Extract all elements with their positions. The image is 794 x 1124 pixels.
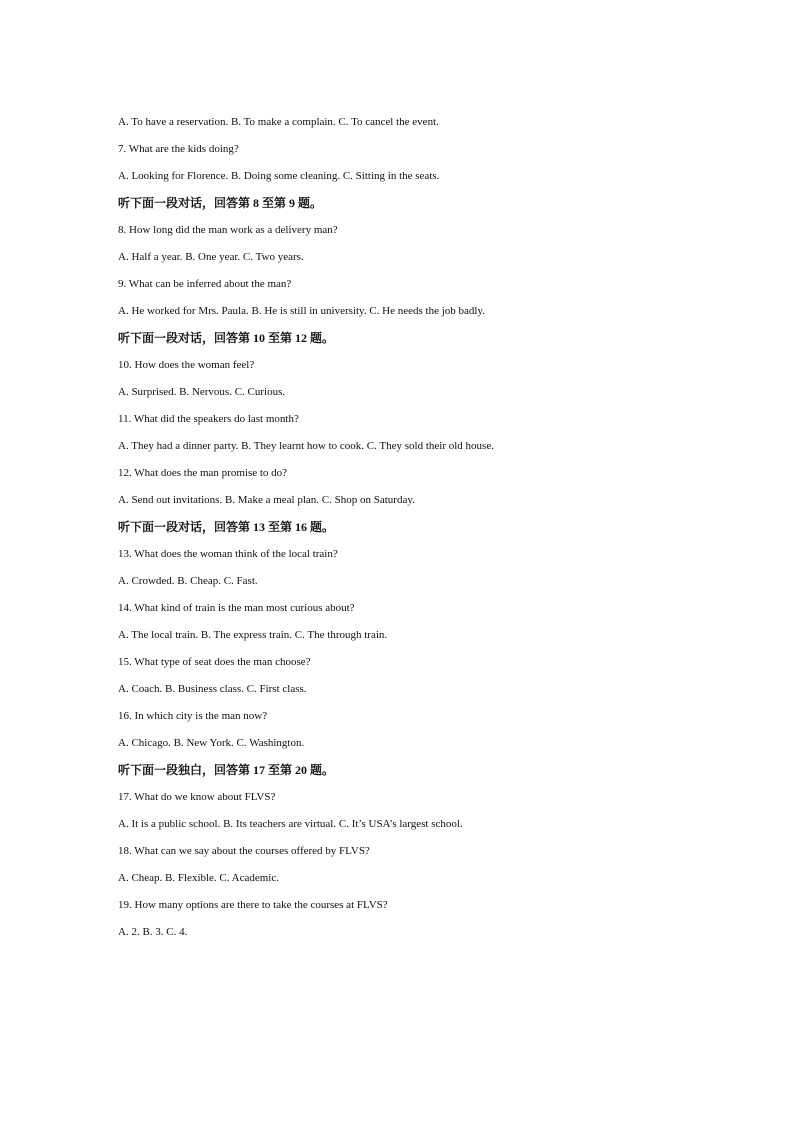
document-body xyxy=(118,114,758,951)
options-line: A. Half a year. B. One year. C. Two years. xyxy=(118,251,304,263)
options-line: A. They had a dinner party. B. They learnt how to cook. C. They sold their old house. xyxy=(118,440,494,452)
options-line: A. Send out invitations. B. Make a meal plan. C. Shop on Saturday. xyxy=(118,494,415,506)
options-line: A. The local train. B. The express train. C. The through train. xyxy=(118,629,388,641)
question-line: 19. How many options are there to take the courses at FLVS? xyxy=(118,899,388,911)
options-line: A. Looking for Florence. B. Doing some cleaning. C. Sitting in the seats. xyxy=(118,170,440,182)
question-line: 15. What type of seat does the man choose? xyxy=(118,656,311,668)
options-line: A. To have a reservation. B. To make a complain. C. To cancel the event. xyxy=(118,116,439,128)
question-line: 10. How does the woman feel? xyxy=(118,359,255,371)
question-line: 8. How long did the man work as a delivery man? xyxy=(118,224,338,236)
question-line: 7. What are the kids doing? xyxy=(118,143,239,155)
section-heading: 听下面一段对话，回答第 13 至第 16 题。 xyxy=(118,520,335,534)
question-line: 16. In which city is the man now? xyxy=(118,710,268,722)
question-line: 18. What can we say about the courses offered by FLVS? xyxy=(118,845,370,857)
question-line: 17. What do we know about FLVS? xyxy=(118,791,276,803)
options-line: A. He worked for Mrs. Paula. B. He is still in university. C. He needs the job badly. xyxy=(118,305,486,317)
options-line: A. Coach. B. Business class. C. First class. xyxy=(118,683,307,695)
question-line: 14. What kind of train is the man most curious about? xyxy=(118,602,355,614)
question-line: 11. What did the speakers do last month? xyxy=(118,413,299,425)
options-line: A. Crowded. B. Cheap. C. Fast. xyxy=(118,575,258,587)
options-line: A. Cheap. B. Flexible. C. Academic. xyxy=(118,872,279,884)
question-line: 13. What does the woman think of the local train? xyxy=(118,548,338,560)
options-line: A. Surprised. B. Nervous. C. Curious. xyxy=(118,386,286,398)
question-line: 12. What does the man promise to do? xyxy=(118,467,288,479)
section-heading: 听下面一段对话，回答第 8 至第 9 题。 xyxy=(118,196,323,210)
section-heading: 听下面一段独白，回答第 17 至第 20 题。 xyxy=(118,763,335,777)
options-line: A. 2. B. 3. C. 4. xyxy=(118,926,188,938)
question-line: 9. What can be inferred about the man? xyxy=(118,278,292,290)
options-line: A. It is a public school. B. Its teachers are virtual. C. It’s USA’s largest school. xyxy=(118,818,463,830)
options-line: A. Chicago. B. New York. C. Washington. xyxy=(118,737,305,749)
section-heading: 听下面一段对话，回答第 10 至第 12 题。 xyxy=(118,331,335,345)
